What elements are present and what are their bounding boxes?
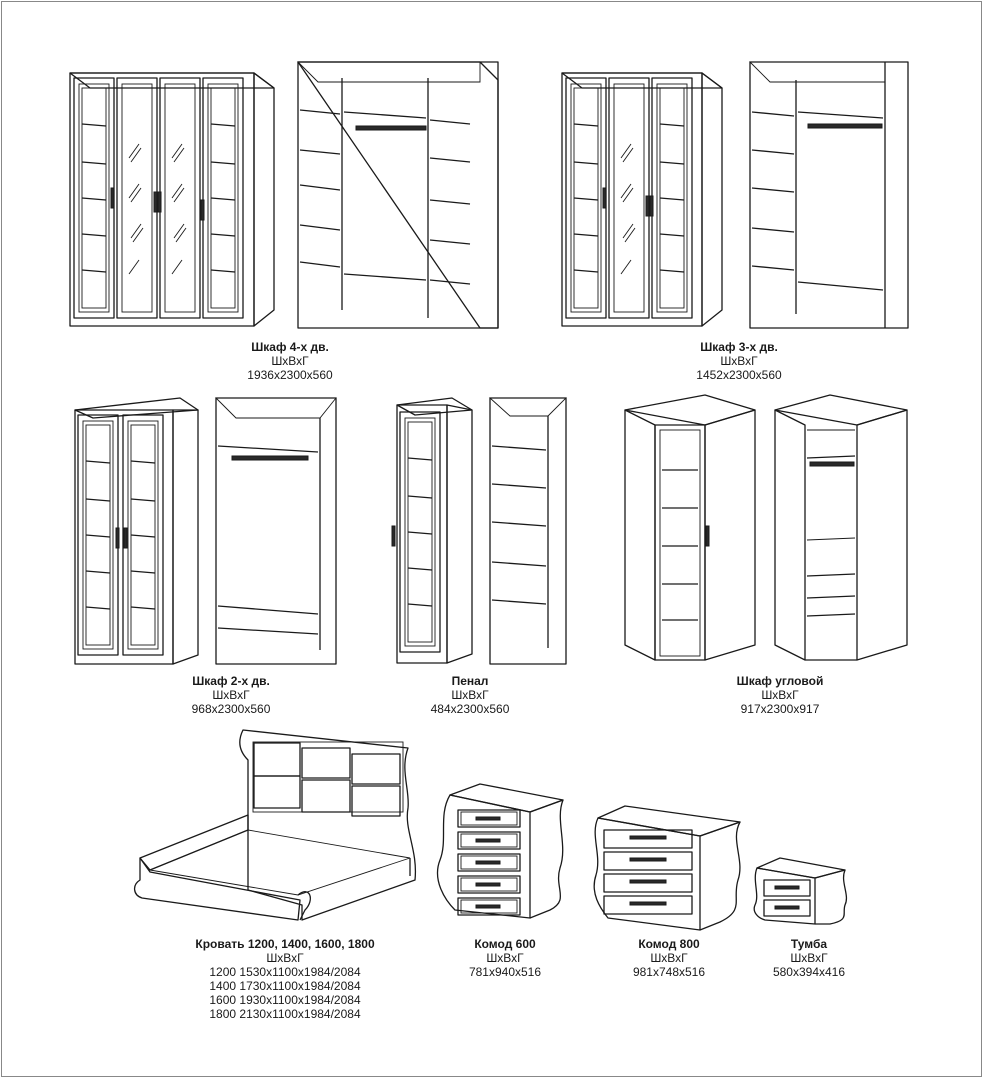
pencil-case-open <box>490 398 566 664</box>
dims-value: 1936x2300x560 <box>247 368 333 382</box>
wardrobe-2-door-open <box>216 398 336 664</box>
dims-value: 968x2300x560 <box>191 702 271 716</box>
caption-bed <box>180 937 390 1021</box>
wardrobe-2-door-closed <box>75 398 198 664</box>
item-name: Шкаф 3-х дв. <box>700 340 778 354</box>
item-name: Кровать 1200, 1400, 1600, 1800 <box>195 937 375 951</box>
caption-wardrobe-3-door <box>664 340 814 382</box>
dims-value: 917x2300x917 <box>740 702 820 716</box>
dims-value: 981x748x516 <box>632 965 706 979</box>
caption-chest-800 <box>594 937 744 979</box>
dims-label: ШхВхГ <box>720 354 758 368</box>
dims-label: ШхВхГ <box>212 688 250 702</box>
dims-value: 484x2300x560 <box>430 702 510 716</box>
dims-value: 580x394x416 <box>772 965 846 979</box>
dims-label: ШхВхГ <box>486 951 524 965</box>
item-name: Шкаф 4-х дв. <box>251 340 329 354</box>
wardrobe-4-door-closed <box>70 73 274 326</box>
dims-value: 1452x2300x560 <box>696 368 782 382</box>
dims-label: ШхВхГ <box>790 951 828 965</box>
item-name: Шкаф угловой <box>736 674 824 688</box>
dims-value: 781x940x516 <box>468 965 542 979</box>
dims-label: ШхВхГ <box>266 951 304 965</box>
caption-pencil-case <box>395 674 545 716</box>
bed <box>135 730 416 920</box>
chest-of-drawers-600 <box>438 784 563 918</box>
caption-corner-wardrobe <box>705 674 855 716</box>
nightstand <box>754 858 846 924</box>
corner-wardrobe-closed <box>625 395 755 660</box>
dims-label: ШхВхГ <box>451 688 489 702</box>
caption-wardrobe-4-door <box>215 340 365 382</box>
item-name: Комод 600 <box>474 937 536 951</box>
dims-value: 1200 1530x1100x1984/2084 <box>209 965 361 979</box>
dims-label: ШхВхГ <box>761 688 799 702</box>
dims-value: 1400 1730x1100x1984/2084 <box>209 979 361 993</box>
item-name: Пенал <box>451 674 489 688</box>
dims-value: 1800 2130x1100x1984/2084 <box>209 1007 361 1021</box>
corner-wardrobe-open <box>775 395 907 660</box>
wardrobe-3-door-open <box>750 62 908 328</box>
pencil-case-closed <box>392 398 472 663</box>
caption-chest-600 <box>430 937 580 979</box>
wardrobe-3-door-closed <box>562 73 722 326</box>
caption-wardrobe-2-door <box>156 674 306 716</box>
chest-of-drawers-800 <box>594 806 740 930</box>
item-name: Комод 800 <box>638 937 700 951</box>
dims-value: 1600 1930x1100x1984/2084 <box>209 993 361 1007</box>
item-name: Тумба <box>790 937 828 951</box>
wardrobe-4-door-open <box>298 62 498 328</box>
caption-nightstand <box>734 937 884 979</box>
dims-label: ШхВхГ <box>271 354 309 368</box>
item-name: Шкаф 2-х дв. <box>192 674 270 688</box>
dims-label: ШхВхГ <box>650 951 688 965</box>
